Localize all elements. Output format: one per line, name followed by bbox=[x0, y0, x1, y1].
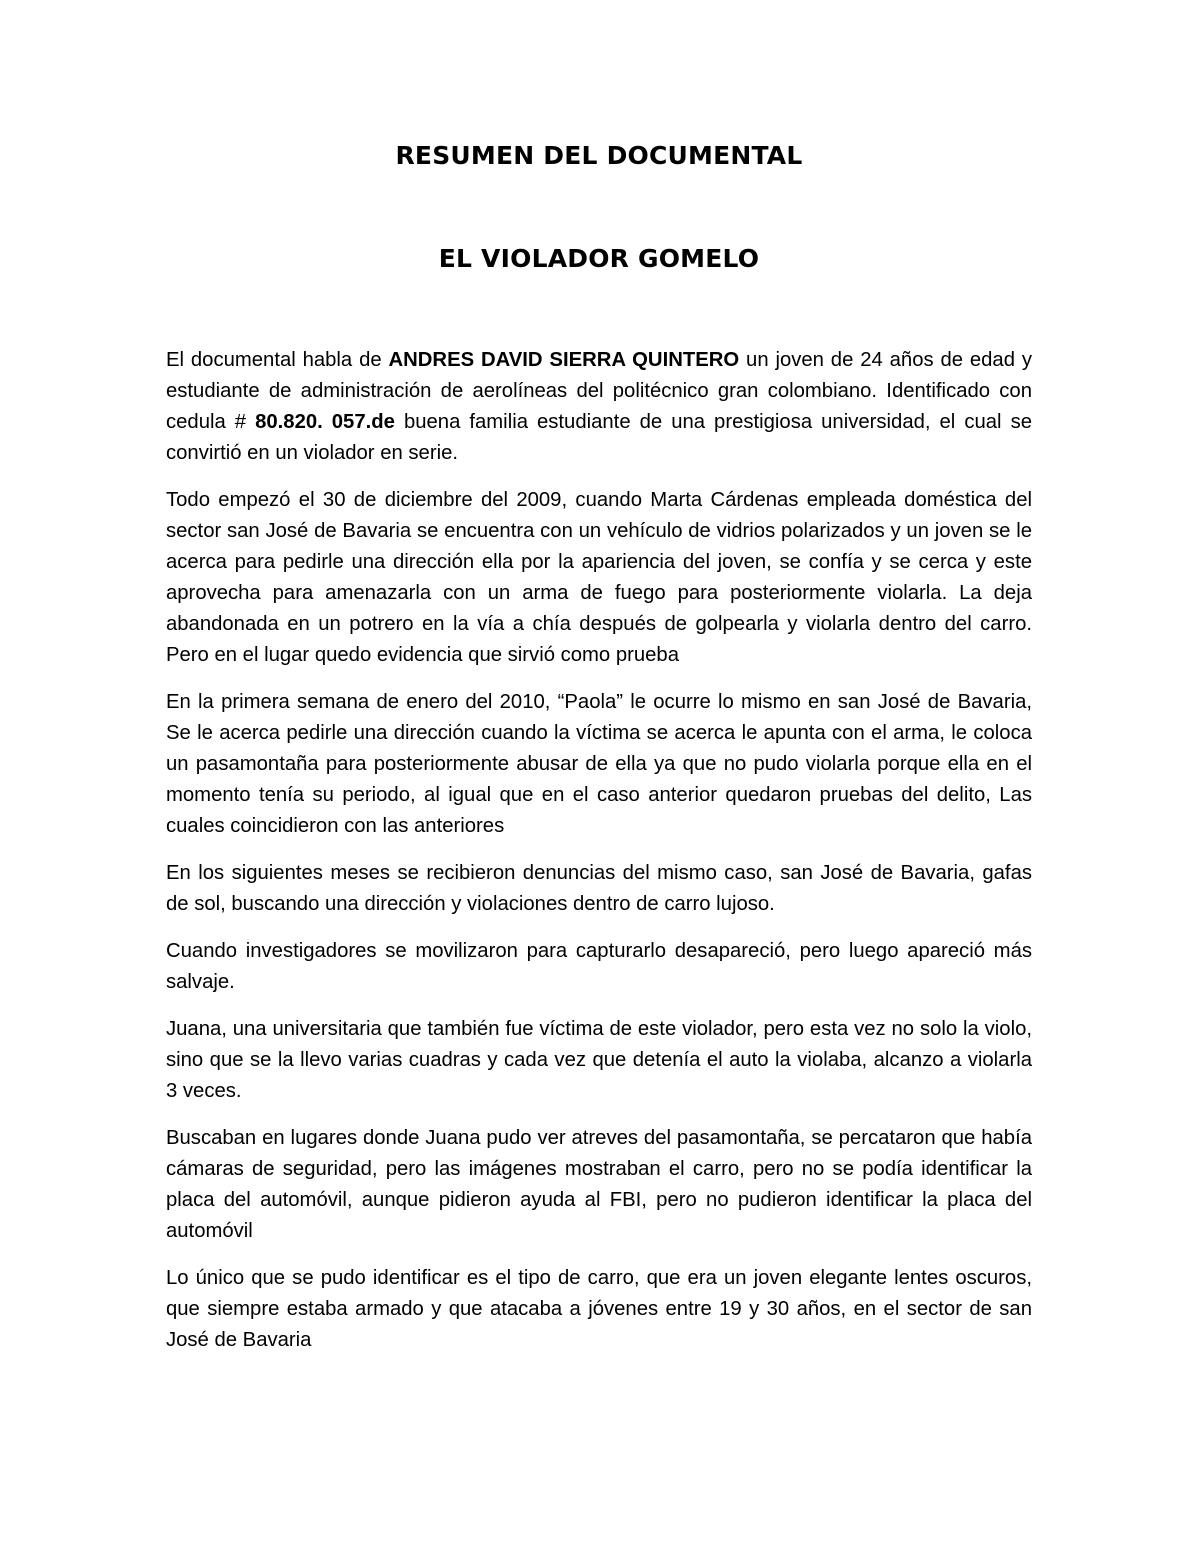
paragraph: En la primera semana de enero del 2010, “Paola” le ocurre lo mismo en san José de Bavaria, Se le acerca pedirle una dirección cuando la víctima se acerca le apunta con el arma, le coloca un pasamontaña para posteriormente abusar de ella ya que no pudo violarla porque ella en el momento tenía su periodo, al igual que en el caso anterior quedaron pruebas del delito, Las cuales coincidieron con las anteriores bbox=[166, 691, 1032, 837]
paragraph: Cuando investigadores se movilizaron para capturarlo desapareció, pero luego apareció más salvaje. bbox=[166, 940, 1032, 993]
intro-text-start: El documental habla de bbox=[166, 349, 389, 371]
intro-text-middle: un joven de 24 años de edad y estudiante de administración de aerolíneas del politécnico gran colombiano. Identificado con cedula # bbox=[166, 349, 1032, 433]
document-title: RESUMEN DEL DOCUMENTAL bbox=[395, 141, 803, 170]
document-content bbox=[166, 138, 1032, 1372]
intro-text-end: buena familia estudiante de una prestigiosa universidad, el cual se convirtió en un violador en serie. bbox=[166, 411, 1032, 464]
subject-name: ANDRES DAVID SIERRA QUINTERO bbox=[388, 349, 740, 371]
paragraph-intro bbox=[166, 345, 1032, 469]
document-body bbox=[166, 345, 1032, 1356]
paragraph: En los siguientes meses se recibieron denuncias del mismo caso, san José de Bavaria, gafas de sol, buscando una dirección y violaciones dentro de carro lujoso. bbox=[166, 862, 1032, 915]
document-subtitle: EL VIOLADOR GOMELO bbox=[438, 244, 760, 273]
paragraph: Todo empezó el 30 de diciembre del 2009, cuando Marta Cárdenas empleada doméstica del sector san José de Bavaria se encuentra con un vehículo de vidrios polarizados y un joven se le acerca para pedirle una dirección ella por la apariencia del joven, se confía y se cerca y este aprovecha para amenazarla con un arma de fuego para posteriormente violarla. La deja abandonada en un potrero en la vía a chía después de golpearla y violarla dentro del carro. Pero en el lugar quedo evidencia que sirvió como prueba bbox=[166, 489, 1032, 666]
paragraph: Juana, una universitaria que también fue víctima de este violador, pero esta vez no solo la violo, sino que se la llevo varias cuadras y cada vez que detenía el auto la violaba, alcanzo a violarla 3 veces. bbox=[166, 1018, 1032, 1102]
paragraph: Lo único que se pudo identificar es el tipo de carro, que era un joven elegante lentes oscuros, que siempre estaba armado y que atacaba a jóvenes entre 19 y 30 años, en el sector de san José de Bavaria bbox=[166, 1267, 1032, 1351]
paragraph: Buscaban en lugares donde Juana pudo ver atreves del pasamontaña, se percataron que había cámaras de seguridad, pero las imágenes mostraban el carro, pero no se podía identificar la placa del automóvil, aunque pidieron ayuda al FBI, pero no pudieron identificar la placa del automóvil bbox=[166, 1127, 1032, 1242]
id-number: 80.820. 057.de bbox=[255, 411, 395, 433]
